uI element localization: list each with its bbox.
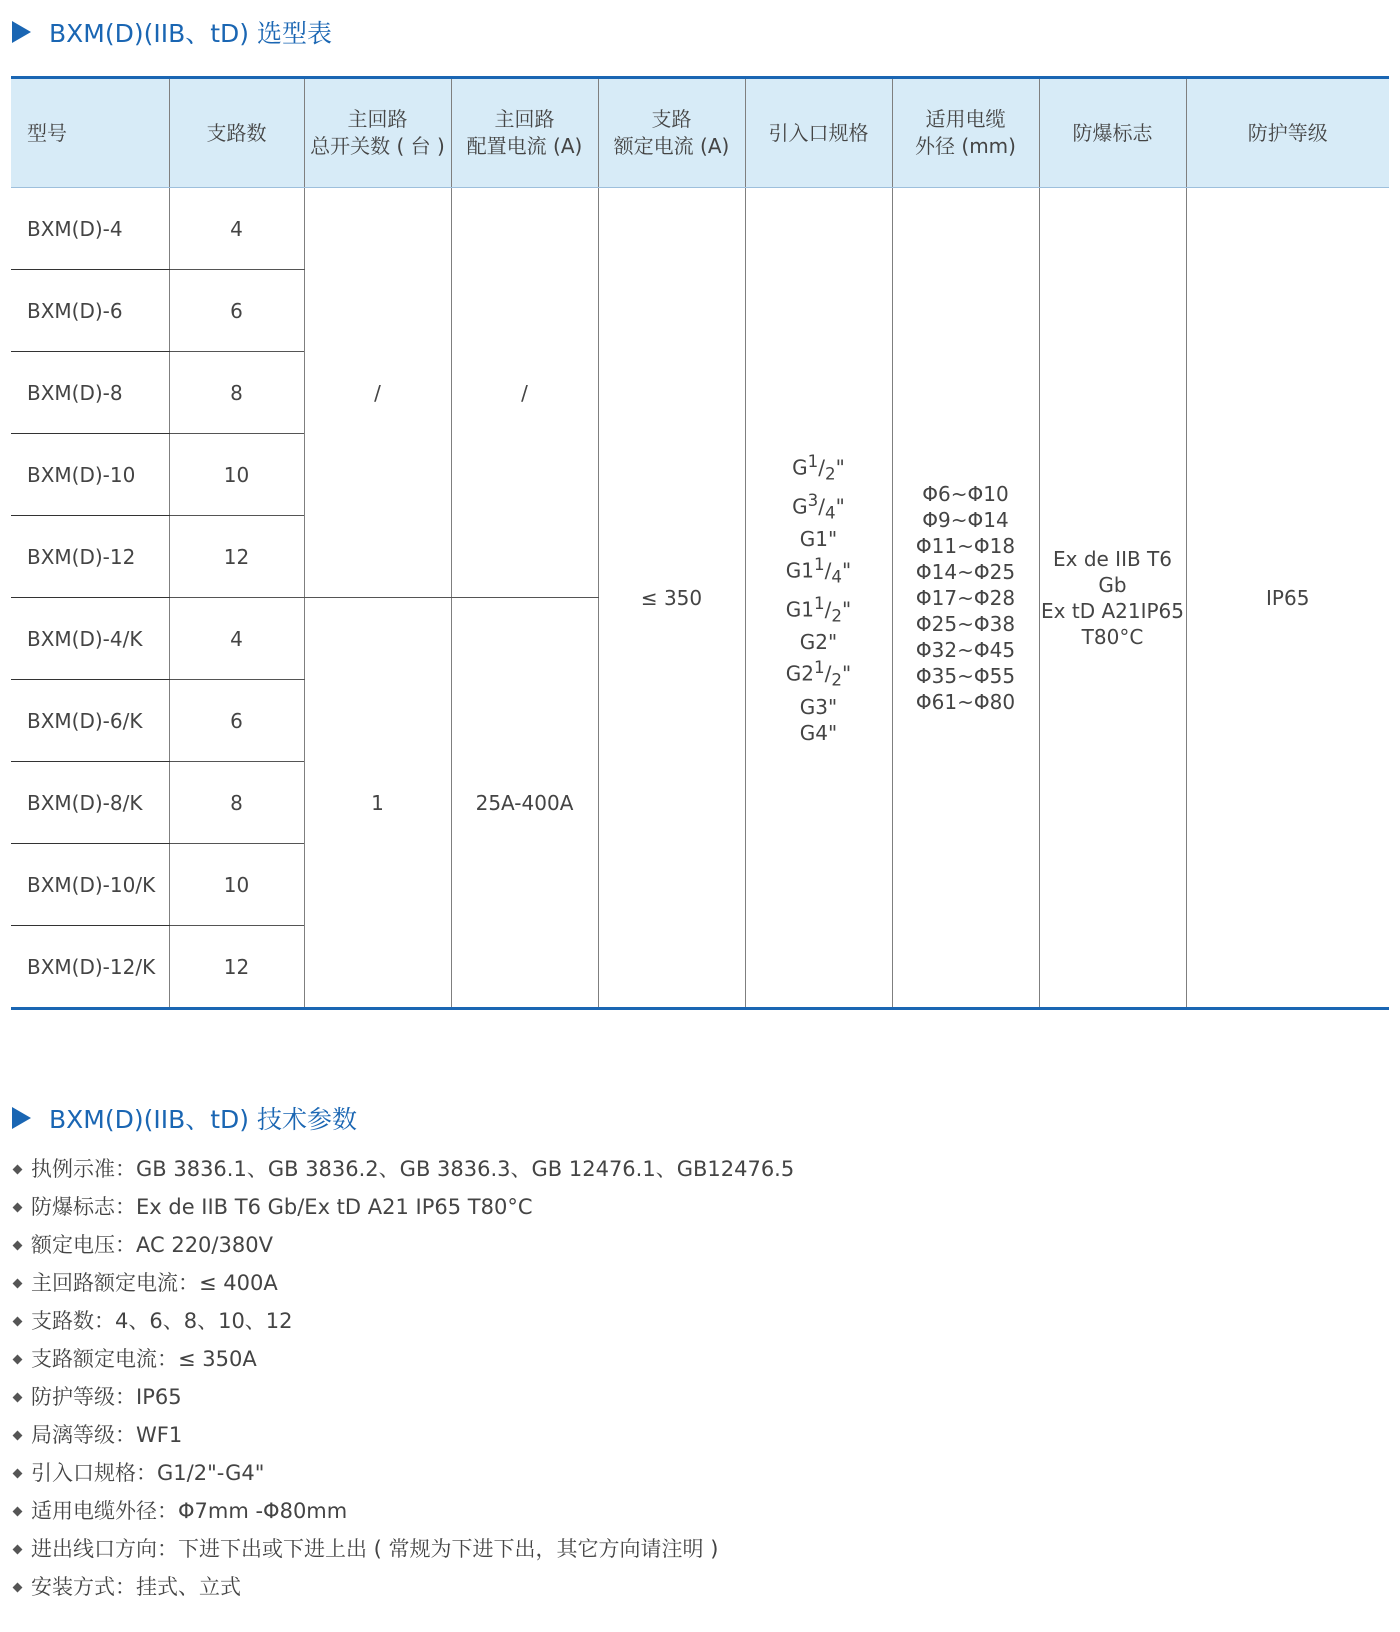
diamond-bullet-icon [13,1240,23,1250]
header-branch-current-line1: 支路 [651,107,692,131]
header-main-current [451,78,598,188]
cable-item: Φ17~Φ28 [915,585,1016,610]
header-model: 型号 [11,78,169,188]
selection-table-title [12,12,332,52]
cable-item: Φ61~Φ80 [915,689,1016,714]
model-cell: BXM(D)-8/K [11,762,169,844]
cable-item: Φ25~Φ38 [915,611,1016,636]
param-text: 支路数：4、6、8、10、12 [31,1309,293,1333]
header-branch-current [598,78,745,188]
branches-cell: 12 [169,516,304,598]
cable-item: Φ11~Φ18 [915,533,1016,558]
param-item [12,1264,794,1302]
param-item [12,1150,794,1188]
inlet-cell [745,188,892,1009]
exmark-line: T80°C [1081,624,1144,649]
param-item [12,1226,794,1264]
cable-item: Φ35~Φ55 [915,663,1016,688]
diamond-bullet-icon [13,1392,23,1402]
param-text: 防护等级：IP65 [31,1385,182,1409]
inlet-item: $G2^1/_2$" [785,658,852,691]
diamond-bullet-icon [13,1506,23,1516]
inlet-item: $G^3/_4$" [792,490,845,523]
branches-cell: 12 [169,926,304,1009]
header-main-switch [304,78,451,188]
header-main-switch-line2: 总开关数 ( 台 ) [310,134,445,158]
model-cell: BXM(D)-12/K [11,926,169,1009]
inlet-item: G2" [799,630,838,655]
param-item [12,1530,794,1568]
param-item [12,1568,794,1606]
model-cell: BXM(D)-10 [11,434,169,516]
header-main-current-line2: 配置电流 (A) [466,134,583,158]
ip-cell: IP65 [1186,188,1389,1009]
param-text: 防爆标志：Ex de IIB T6 Gb/Ex tD A21 IP65 T80°C [31,1195,533,1219]
header-exmark: 防爆标志 [1039,78,1186,188]
branch-current-cell: ≤ 350 [598,188,745,1009]
inlet-item: $G^1/_2$" [792,451,845,484]
diamond-bullet-icon [13,1202,23,1212]
diamond-bullet-icon [13,1164,23,1174]
inlet-item: $G1^1/_2$" [785,593,852,626]
header-main-switch-line1: 主回路 [347,107,408,131]
exmark-line: Gb [1098,572,1127,597]
branches-cell: 4 [169,598,304,680]
triangle-bullet-icon [12,1107,31,1129]
table-header-row [11,78,1389,188]
selection-table [11,76,1389,1010]
header-cable [892,78,1039,188]
diamond-bullet-icon [13,1582,23,1592]
param-item [12,1340,794,1378]
table-row [11,188,1389,270]
header-cable-line2: 外径 (mm) [915,134,1016,158]
branches-cell: 8 [169,352,304,434]
branches-cell: 8 [169,762,304,844]
header-ip: 防护等级 [1186,78,1389,188]
tech-params-title [12,1098,357,1138]
header-branch-current-line2: 额定电流 (A) [613,134,730,158]
param-item [12,1416,794,1454]
exmark-cell [1039,188,1186,1009]
exmark-line: Ex de IIB T6 [1052,546,1172,571]
param-item [12,1302,794,1340]
model-cell: BXM(D)-10/K [11,844,169,926]
inlet-item: G1" [799,527,838,552]
diamond-bullet-icon [13,1468,23,1478]
param-text: 适用电缆外径：Φ7mm -Φ80mm [31,1499,348,1523]
param-text: 进出线口方向：下进下出或下进上出 ( 常规为下进下出，其它方向请注明 ) [31,1537,719,1561]
main-current-cell: 25A-400A [451,598,598,1009]
triangle-bullet-icon [12,21,31,43]
main-switch-cell: 1 [304,598,451,1009]
branches-cell: 6 [169,680,304,762]
param-text: 引入口规格：G1/2"-G4" [31,1461,265,1485]
exmark-line: Ex tD A21IP65 [1041,598,1184,623]
param-text: 支路额定电流：≤ 350A [31,1347,257,1371]
inlet-item: G4" [799,721,838,746]
param-item [12,1378,794,1416]
header-main-current-line1: 主回路 [494,107,555,131]
tech-params-list [12,1150,794,1606]
param-text: 执例示准：GB 3836.1、GB 3836.2、GB 3836.3、GB 12476.1、GB12476.5 [31,1157,795,1181]
cable-item: Φ6~Φ10 [922,481,1009,506]
header-inlet: 引入口规格 [745,78,892,188]
model-cell: BXM(D)-4 [11,188,169,270]
param-text: 安装方式：挂式、立式 [31,1575,241,1599]
model-cell: BXM(D)-12 [11,516,169,598]
param-text: 额定电压：AC 220/380V [31,1233,273,1257]
cable-item: Φ14~Φ25 [915,559,1016,584]
param-item [12,1454,794,1492]
main-current-cell: / [451,188,598,598]
param-item [12,1492,794,1530]
branches-cell: 6 [169,270,304,352]
inlet-item: G3" [799,695,838,720]
model-cell: BXM(D)-6 [11,270,169,352]
param-item [12,1188,794,1226]
model-cell: BXM(D)-8 [11,352,169,434]
branches-cell: 10 [169,844,304,926]
param-text: 主回路额定电流：≤ 400A [31,1271,278,1295]
model-cell: BXM(D)-4/K [11,598,169,680]
inlet-item: $G1^1/_4$" [785,555,852,587]
cable-cell [892,188,1039,1009]
diamond-bullet-icon [13,1430,23,1440]
diamond-bullet-icon [13,1354,23,1364]
diamond-bullet-icon [13,1544,23,1554]
model-cell: BXM(D)-6/K [11,680,169,762]
diamond-bullet-icon [13,1316,23,1326]
header-branches: 支路数 [169,78,304,188]
selection-table-title-text: BXM(D)(IIB、tD) 选型表 [49,19,333,48]
branches-cell: 10 [169,434,304,516]
header-cable-line1: 适用电缆 [925,107,1006,131]
cable-item: Φ9~Φ14 [922,507,1009,532]
cable-item: Φ32~Φ45 [915,637,1016,662]
param-text: 局漓等级：WF1 [31,1423,183,1447]
tech-params-title-text: BXM(D)(IIB、tD) 技术参数 [49,1105,358,1134]
branches-cell: 4 [169,188,304,270]
main-switch-cell: / [304,188,451,598]
diamond-bullet-icon [13,1278,23,1288]
